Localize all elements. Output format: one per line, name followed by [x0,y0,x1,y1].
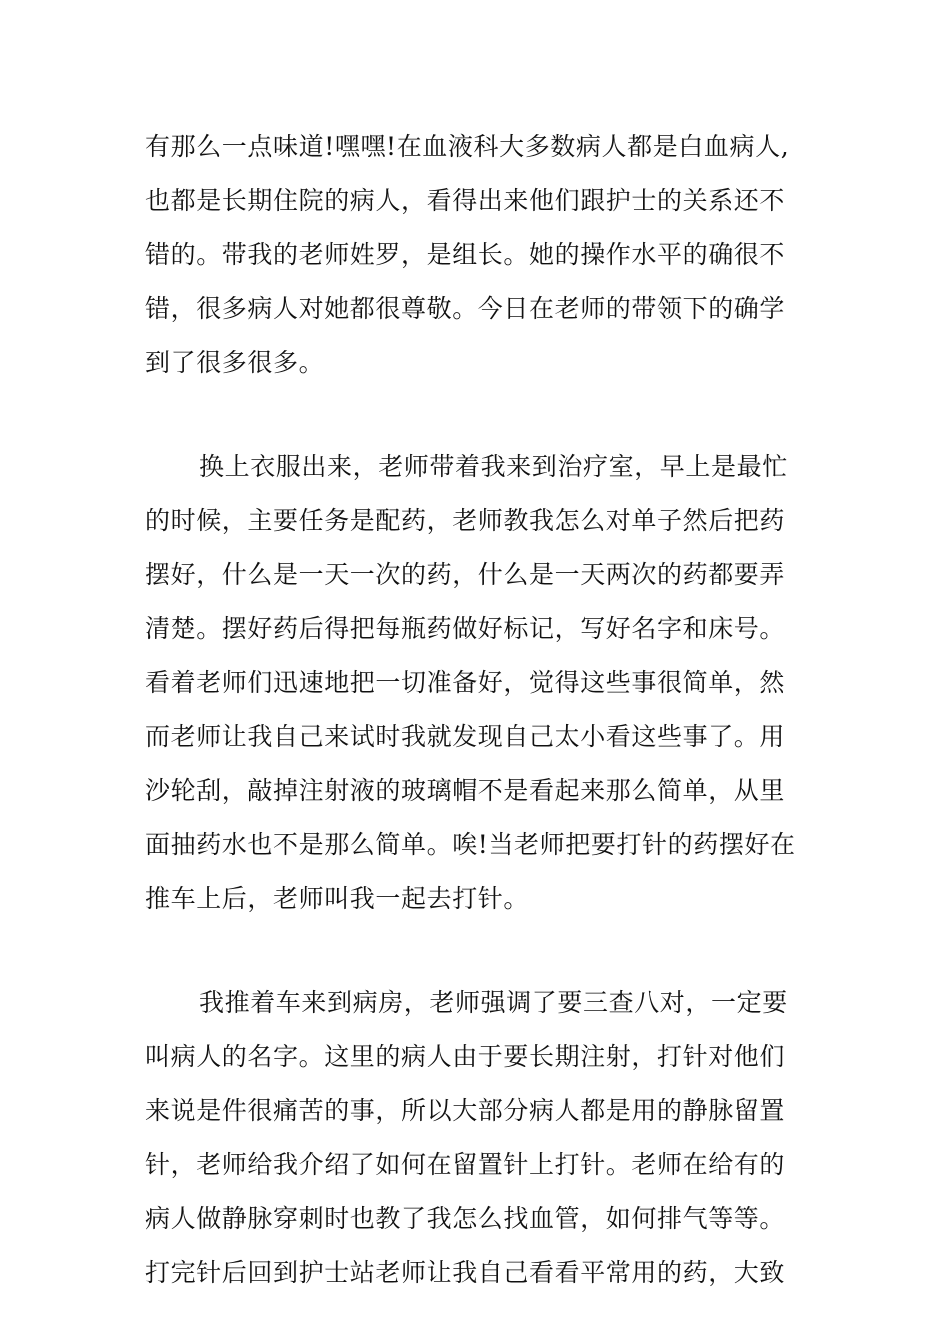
text-line: 的时候，主要任务是配药，老师教我怎么对单子然后把药 [145,506,786,535]
text-line: 打完针后回到护士站老师让我自己看看平常用的药，大致 [145,1258,786,1287]
text-line: 面抽药水也不是那么简单。唉!当老师把要打针的药摆好在 [145,830,796,859]
paragraph-2 [145,440,810,926]
text-line: 而老师让我自己来试时我就发现自己太小看这些事了。用 [145,722,786,751]
text-line: 清楚。摆好药后得把每瓶药做好标记，写好名字和床号。 [145,614,786,643]
text-line: 到了很多很多。 [145,348,325,377]
text-line: 来说是件很痛苦的事，所以大部分病人都是用的静脉留置 [145,1096,786,1125]
text-line: 推车上后，老师叫我一起去打针。 [145,884,530,913]
text-line: 换上衣服出来，老师带着我来到治疗室，早上是最忙 [199,452,788,481]
text-line: 我推着车来到病房，老师强调了要三查八对，一定要 [199,988,788,1017]
text-line: 病人做静脉穿刺时也教了我怎么找血管，如何排气等等。 [145,1204,786,1233]
text-line: 看着老师们迅速地把一切准备好，觉得这些事很简单，然 [145,668,786,697]
paragraph-1 [145,120,810,390]
text-line: 针，老师给我介绍了如何在留置针上打针。老师在给有的 [145,1150,786,1179]
text-line: 有那么一点味道!嘿嘿!在血液科大多数病人都是白血病人, [145,132,790,161]
paragraph-3 [145,976,810,1300]
document-body [145,120,810,1300]
text-line: 错的。带我的老师姓罗，是组长。她的操作水平的确很不 [145,240,786,269]
text-line: 叫病人的名字。这里的病人由于要长期注射，打针对他们 [145,1042,786,1071]
text-line: 错，很多病人对她都很尊敬。今日在老师的带领下的确学 [145,294,786,323]
text-line: 也都是长期住院的病人，看得出来他们跟护士的关系还不 [145,186,786,215]
text-line: 摆好，什么是一天一次的药，什么是一天两次的药都要弄 [145,560,786,589]
text-line: 沙轮刮，敲掉注射液的玻璃帽不是看起来那么简单，从里 [145,776,786,805]
